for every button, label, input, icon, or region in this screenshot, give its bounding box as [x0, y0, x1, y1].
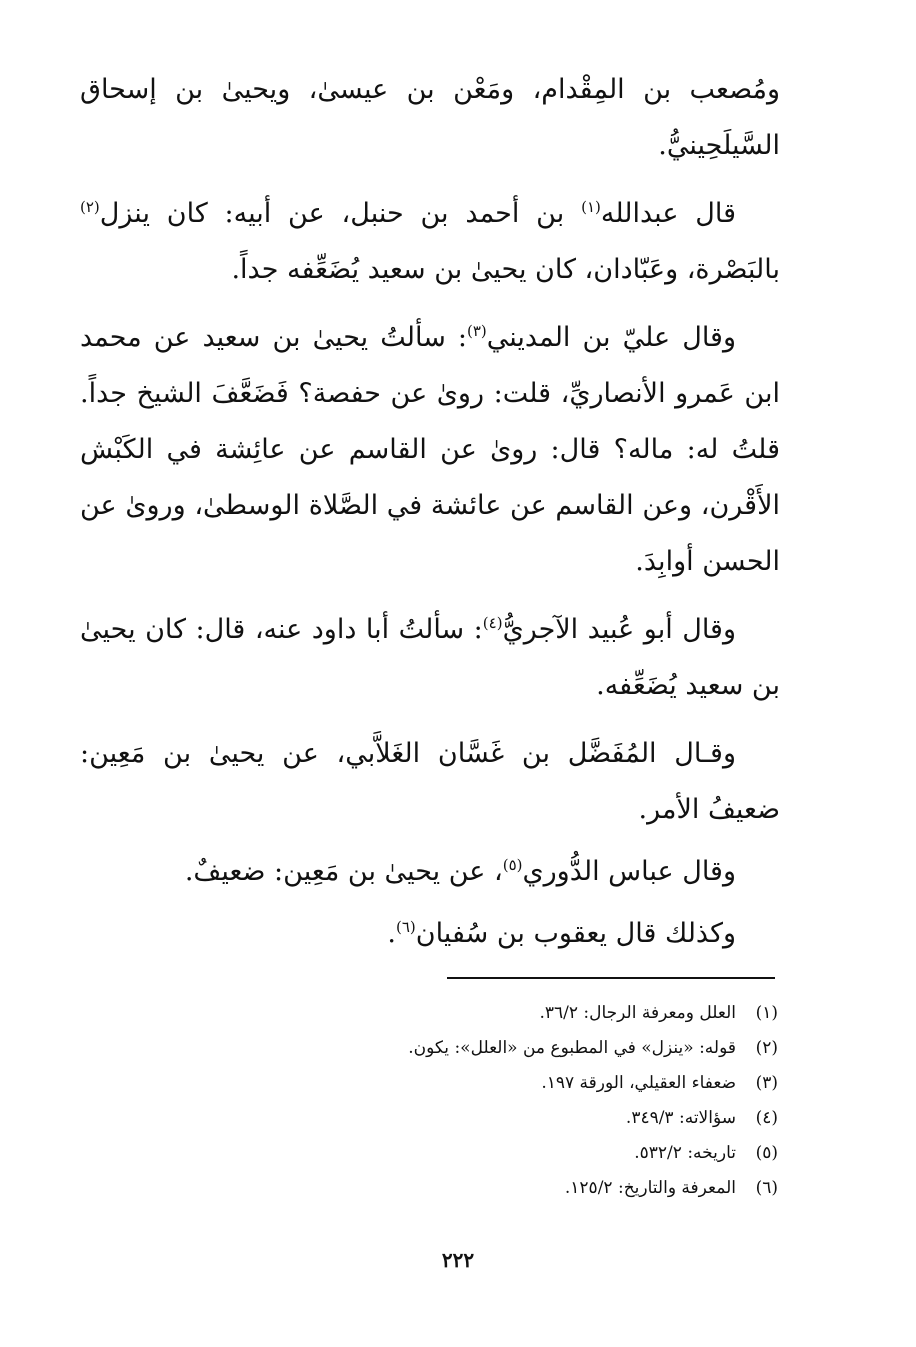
text-span: وكذلك قال يعقوب بن سُفيان: [415, 918, 736, 949]
main-text: [80, 62, 780, 974]
text-span: وقال عباس الدُّوري: [522, 856, 736, 887]
footnote-6: [200, 1171, 778, 1206]
footnote-ref-6: (٦): [395, 918, 416, 936]
footnote-ref-4: (٤): [482, 614, 503, 632]
text-span: وقال عليّ بن المديني: [486, 322, 736, 353]
footnote-ref-2: (٢): [80, 198, 100, 216]
footnote-text: المعرفة والتاريخ: ١٢٥/٢.: [564, 1178, 736, 1198]
footnote-1: [200, 996, 778, 1031]
footnote-text: ضعفاء العقيلي، الورقة ١٩٧.: [541, 1073, 736, 1093]
text-span: بن أحمد بن حنبل، عن أبيه: كان ينزل: [99, 198, 582, 229]
footnote-number: (٤): [755, 1108, 778, 1128]
footnote-5: [200, 1136, 778, 1171]
footnote-ref-5: (٥): [502, 856, 523, 874]
paragraph-6: [80, 844, 780, 900]
footnote-3: [200, 1066, 778, 1101]
footnote-number: (٣): [755, 1073, 778, 1093]
text-span: وقال أبو عُبيد الآجريُّ: [502, 614, 736, 645]
text-span: : سألتُ يحيىٰ بن سعيد عن محمد ابن عَمرو الأنصاريِّ، قلت: روىٰ عن حفصة؟ فَضَعَّفَ الشيخ جداً. قلتُ له: ماله؟ قال: روىٰ عن القاسم عن عائِشة في الكَبْش الأَقْرن، وعن القاسم عن عائشة في الصَّلاة الوسطىٰ، وروىٰ عن الحسن أوابِدَ.: [80, 322, 780, 577]
text-span: بالبَصْرة، وعَبّادان، كان يحيىٰ بن سعيد يُضَعِّفه جداً.: [231, 254, 780, 285]
text-span: .: [387, 918, 396, 949]
paragraph-2: [80, 186, 780, 298]
paragraph-5: وقـال المُفَضَّل بن غَسَّان الغَلاَّبي، عن يحيىٰ بن مَعِين: ضعيفُ الأمر.: [80, 738, 780, 825]
footnote-text: تاريخه: ٥٣٢/٢.: [634, 1143, 736, 1163]
text-span: قال عبدالله: [600, 198, 737, 229]
text-span: ، عن يحيىٰ بن مَعِين: ضعيفٌ.: [184, 856, 503, 887]
footnote-number: (١): [755, 1003, 778, 1023]
footnote-divider: [447, 977, 775, 979]
footnote-text: العلل ومعرفة الرجال: ٣٦/٢.: [539, 1003, 736, 1023]
footnote-number: (٢): [755, 1038, 778, 1058]
footnote-number: (٥): [755, 1143, 778, 1163]
footnote-ref-3: (٣): [466, 322, 487, 340]
paragraph-3: [80, 310, 780, 590]
text-span: : سألتُ أبا داود عنه، قال: كان يحيىٰ بن سعيد يُضَعِّفه.: [80, 614, 780, 701]
footnote-4: [200, 1101, 778, 1136]
page-number: ٢٢٢: [441, 1248, 475, 1272]
paragraph-7: [80, 906, 780, 962]
footnotes: [200, 996, 778, 1206]
footnote-text: قوله: «ينزل» في المطبوع من «العلل»: يكون.: [408, 1038, 736, 1058]
footnote-number: (٦): [755, 1178, 778, 1198]
paragraph-4: [80, 602, 780, 714]
footnote-2: [200, 1031, 778, 1066]
paragraph-1: ومُصعب بن المِقْدام، ومَعْن بن عيسىٰ، ويحيىٰ بن إسحاق السَّيلَحِينيُّ.: [80, 74, 780, 161]
footnote-text: سؤالاته: ٣٤٩/٣.: [625, 1108, 736, 1128]
footnote-ref-1: (١): [581, 198, 601, 216]
